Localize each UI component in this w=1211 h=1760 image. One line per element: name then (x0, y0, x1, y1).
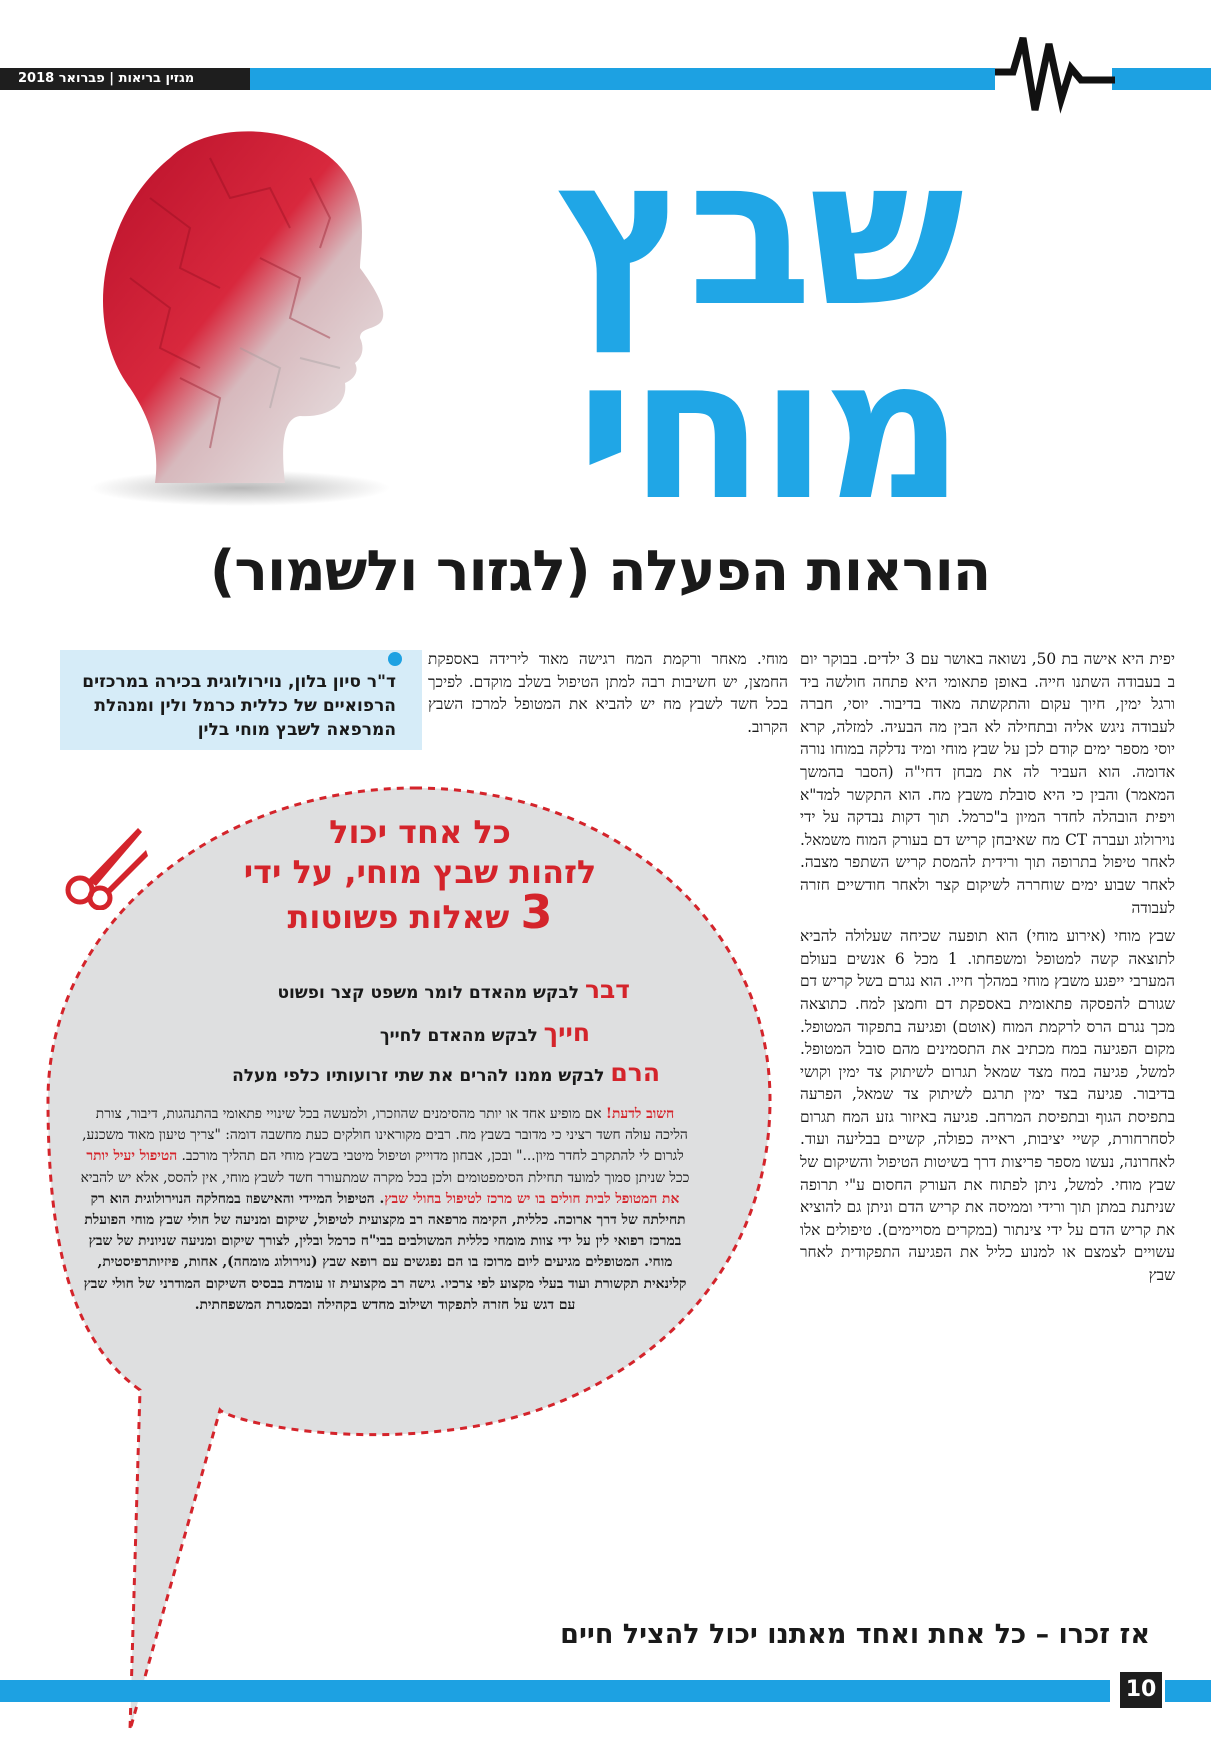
bubble-title-line-2: לזהות שבץ מוחי, על ידי (243, 853, 597, 891)
bubble-title-line-1: כל אחד יכול (329, 813, 511, 851)
question-smile (30, 1018, 590, 1047)
article-middle-column: מוחי. מאחר ורקמת המח רגישה מאוד לירידה באספקת החמצן, יש חשיבות רבה למתן הטיפול בשלב מוקדם. לפיכך בכל חשד לשבץ מח יש להביא את המטופל למרכז השבץ הקרוב. (428, 650, 788, 736)
important-part-2: ככל שניתן סמוך למועד תחילת הסימפטומים ולכן בכל מקרה שמתעורר חשד לשבץ מוחי, אין להסס, אלא יש להביא (80, 1169, 690, 1186)
crumpled-paper-head-image (60, 118, 430, 508)
page-number: 10 (1120, 1672, 1162, 1708)
question-speak-keyword: דבר (585, 975, 630, 1004)
title-line-1: שבץ (555, 114, 960, 352)
author-bullet-icon (388, 652, 402, 666)
important-part-3: . הטיפול המיידי והאישפוז במחלקה הנוירולוגית הוא רק תחילתה של דרך ארוכה. כללית, הקימה מרפאה רב מקצועית לטיפול, שיקום ומניעה של חולי שבץ מוחי הפועלת במרכז רפואי לין על ידי צוות מומחי כללית המשולבים בבי"ח כרמל ובלין, לצורך שיקום ומניעה שניונית של שבץ מוחי. המטופלים מגיעים ליום מרוכז בו הם נפגשים עם רופא שבץ (נוירולוג מומחה), אחות, פיזיותרפיסטית, קלינאית תקשורת ועוד בעלי מקצוע לפי צרכיו. גישה רב מקצועית זו עומדת בבסיס השיקום המודרני של חולי שבץ עם דגש על חזרה לתפקוד ושילוב מחדש בקהילה ובמסגרת המשפחתית. (83, 1190, 687, 1313)
important-part-1: אם מופיע אחד או יותר מהסימנים שהוזכרו, ולמעשה בכל שינויי פתאומי בהתנהגות, דיבור, צורת הליכה עולה חשד רציני כי מדובר בשבץ מח. רבים מקוראינו חולקים כעת מחשבה דומה: "צריך טיעון מאוד משכנע, לגרום לי להתקרב לחדר מיון..." ובכן, אבחון מדוייק וטיפול מיטבי בשבץ מוחי הם תהליך מורכב. (82, 1106, 688, 1165)
important-label: חשוב לדעת! (605, 1106, 675, 1122)
article-right-column (800, 648, 1175, 1293)
question-smile-keyword: חייך (543, 1018, 590, 1047)
important-highlight-1: הטיפול יעיל יותר (86, 1148, 178, 1165)
article-paragraph-1: יפית היא אישה בת 50, נשואה באושר עם 3 ילדים. בבוקר יום ב בעבודה השתנו חייה. באופן פתאומי היא פתחה חולשה ביד ורגל ימין, חיוך עקום והתקשתה מאוד בדיבור. יוסי, חברה לעבודה ניגש אליה ובתחילה לא הבין מה הבעיה. למזלה, קרא יוסי מספר ימים קודם לכן על שבץ מוחי ומיד נדלקה במוחו נורה אדומה. הוא העביר לה את מבחן דחי"ה (הסבר בהמשך המאמר) והבין כי היא סובלת משבץ מח. הוא התקשר למד"א ויפית הובהלה לחדר המיון ב"כרמל. תוך דקות נבדקה על ידי נוירולוג ועברה CT מח שאיבחן קריש דם בעורק המוח משמאל. לאחר טיפול בתרופה תוך ורידית להמסת קריש השתפר מצבה. לאחר שבוע ימים שוחררה לשיקום קצר ולאחר חודשיים חזרה לעבודה (800, 650, 1175, 917)
question-speak-text: לבקש מהאדם לומר משפט קצר ופשוט (277, 983, 580, 1003)
bubble-title-line-3 (230, 885, 610, 939)
question-smile-text: לבקש מהאדם לחייך (379, 1026, 538, 1046)
important-highlight-2: את המטופל לבית חולים בו יש מרכז לטיפול בחולי שבץ (384, 1190, 680, 1207)
question-speak (70, 975, 630, 1004)
header-bar-blue (250, 68, 995, 90)
author-credit: ד"ר סיון בלון, נוירולוגית בכירה במרכזים הרפואיים של כללית כרמל ולין ומנהלת המרפאה לשבץ מוחי בלין (82, 672, 396, 740)
bubble-title (230, 812, 610, 937)
footer-bar-blue (0, 1680, 1110, 1702)
title-line-2: מוחי (576, 316, 960, 543)
subtitle: הוראות הפעלה (לגזור ולשמור) (209, 539, 991, 604)
question-raise (100, 1058, 660, 1087)
important-text (80, 1104, 690, 1316)
question-raise-keyword: הרם (610, 1058, 660, 1087)
closing-slogan: אז זכרו – כל אחת ואחד מאתנו יכול להציל חיים (560, 1619, 1150, 1650)
question-raise-text: לבקש ממנו להרים את שתי זרועותיו כלפי מעלה (232, 1066, 605, 1086)
bubble-title-text: שאלות פשוטות (287, 898, 510, 936)
magazine-header: מגזין בריאות | פברואר 2018 (18, 71, 195, 86)
footer-bar-blue-right (1165, 1680, 1211, 1702)
scissors-icon (60, 820, 150, 910)
header-bar-blue-right (1112, 68, 1211, 90)
bubble-title-number: 3 (520, 885, 553, 939)
article-paragraph-2: שבץ מוחי (אירוע מוחי) הוא תופעה שכיחה שעלולה להביא לתוצאה קשה למטופל ומשפחתו. 1 מכל 6 אנשים בעולם המערבי ייפגע משבץ מוחי במהלך חייו. הוא נגרם בשל קריש דם שגורם להפסקה פתאומית באספקת דם וחמצן למח. כתוצאה מכך נגרם הרס לרקמת המוח (אוטם) ופגיעה בתפקוד המטופל. מקום הפגיעה במח מכתיב את התסמינים מהם סובל המטופל. למשל, פגיעה במח מצד שמאל תגרום לשיתוק צד ימין וקושי בדיבור. פגיעה בצד ימין תרגם לשיתוק צד שמאל, הפרעה בתפיסת הגוף ובתפיסת המרחב. פגיעה באיזור גזע המח תגרום לסחרחורת, קשיי יציבות, ראייה כפולה, קשיים בבליעה ועוד. לאחרונה, נעשו מספר פריצות דרך בשיטות הטיפול והשיקום של שבץ מוחי. למשל, ניתן לפתוח את העורק החסום ע"י תרופה שניתנת במתן תוך ורידי וממיסה את קריש הדם וניתן גם להוציא את קריש הדם על ידי צינתור (במקרים מסויימים). טיפולים אלו עשויים לצמצם או למנוע כליל את הפגיעה התפקודית לאחר שבץ (800, 927, 1175, 1285)
heartbeat-pulse-icon (995, 30, 1115, 120)
